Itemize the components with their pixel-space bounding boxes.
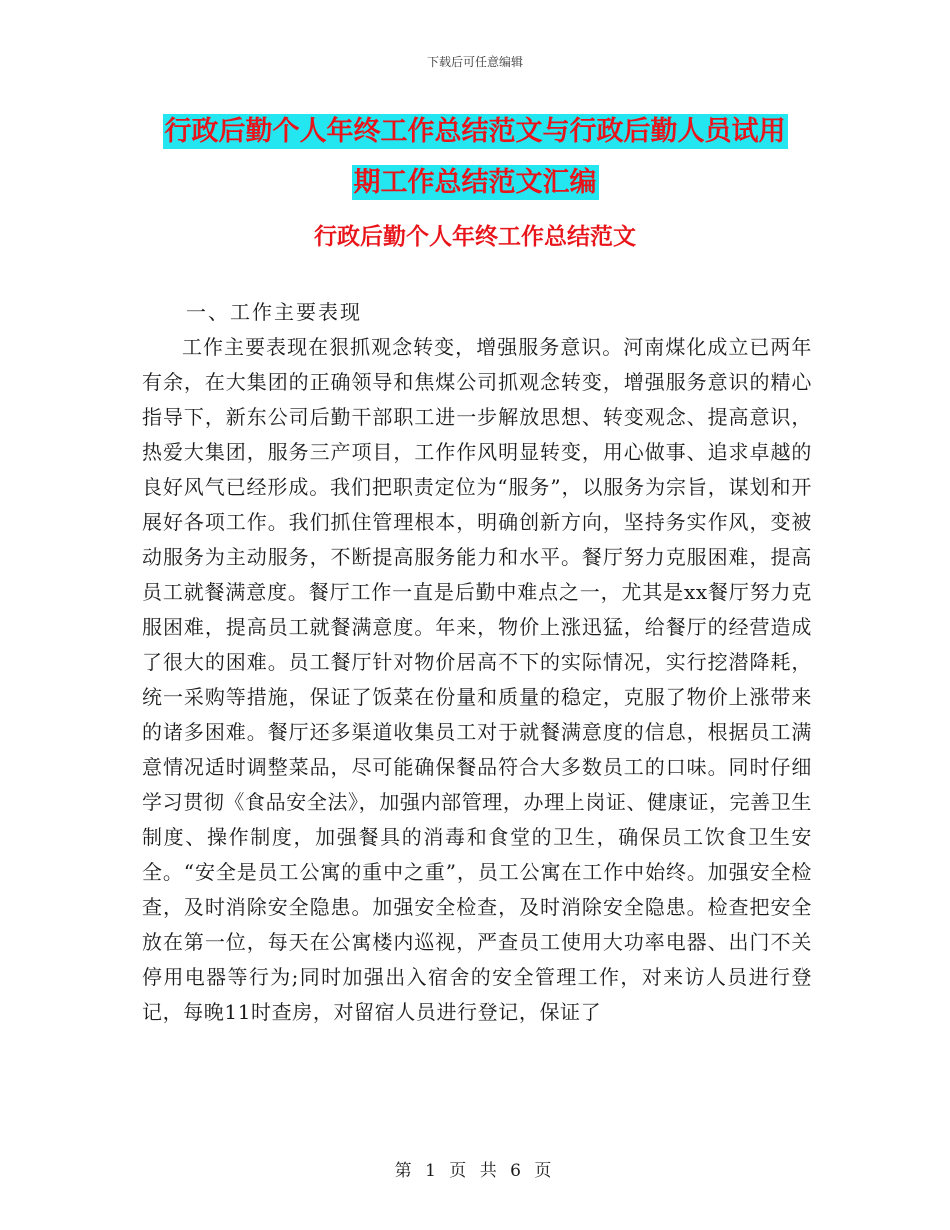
title-line-1: 行政后勤个人年终工作总结范文与行政后勤人员试用 [164, 116, 786, 147]
section-heading: 一、工作主要表现 [186, 300, 362, 324]
body-paragraph: 工作主要表现在狠抓观念转变，增强服务意识。河南煤化成立已两年有余，在大集团的正确领导和焦煤公司抓观念转变，增强服务意识的精心指导下，新东公司后勤干部职工进一步解放思想、转变观念、提高意识，热爱大集团，服务三产项目，工作作风明显转变，用心做事、追求卓越的良好风气已经形成。我们把职责定位为“服务”，以服务为宗旨，谋划和开展好各项工作。我们抓住管理根本，明确创新方向，坚持务实作风，变被动服务为主动服务，不断提高服务能力和水平。餐厅努力克服困难，提高员工就餐满意度。餐厅工作一直是后勤中难点之一，尤其是xx餐厅努力克服困难，提高员工就餐满意度。年来，物价上涨迅猛，给餐厅的经营造成了很大的困难。员工餐厅针对物价居高不下的实际情况，实行挖潜降耗，统一采购等措施，保证了饭菜在份量和质量的稳定，克服了物价上涨带来的诸多困难。餐厅还多渠道收集员工对于就餐满意度的信息，根据员工满意情况适时调整菜品，尽可能确保餐品符合大多数员工的口味。同时仔细学习贯彻《食品安全法》，加强内部管理，办理上岗证、健康证，完善卫生制度、操作制度，加强餐具的消毒和食堂的卫生，确保员工饮食卫生安全。“安全是员工公寓的重中之重”，员工公寓在工作中始终。加强安全检查，及时消除安全隐患。加强安全检查，及时消除安全隐患。检查把安全放在第一位，每天在公寓楼内巡视，严查员工使用大功率电器、出门不关停用电器等行为;同时加强出入宿舍的安全管理工作，对来访人员进行登记，每晚11时查房，对留宿人员进行登记，保证了 [142, 335, 812, 1024]
title-line-2: 期工作总结范文汇编 [353, 167, 597, 198]
section-title: 行政后勤个人年终工作总结范文 [314, 224, 636, 250]
document-title [0, 106, 950, 208]
page-number: 第 1 页 共 6 页 [394, 1161, 556, 1181]
page-header-note: 下载后可任意编辑 [426, 55, 523, 69]
